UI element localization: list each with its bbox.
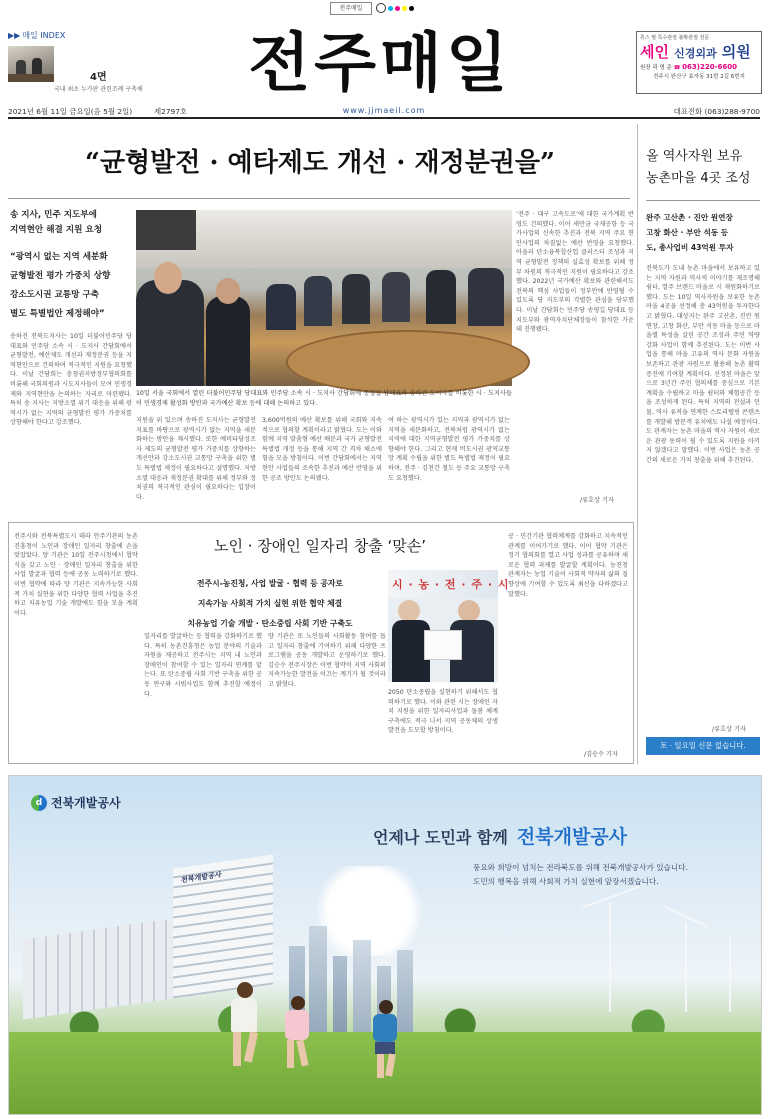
second-sub-3: 치유농업 기술 개발 · 탄소중립 사회 기반 구축도 bbox=[187, 619, 353, 628]
side-headline-2: 농촌마을 4곳 조성 bbox=[646, 171, 751, 186]
phone-icon: ☎ bbox=[673, 65, 681, 71]
clinic-address: 전주시 완산구 효자동 31번 2길 6번지 bbox=[653, 74, 745, 80]
main-sub-3: 강소도시권 교통망 구축 bbox=[10, 290, 99, 300]
main-sub-4: 별도 특별법안 제정해야” bbox=[10, 309, 105, 319]
main-sub-2: 균형발전 평가 가중치 상향 bbox=[10, 271, 111, 281]
second-body-col-4: 2050 탄소중립을 실현하기 위해서도 협력하기로 했다. 이와 관련 시는 장애인 자치 지원을 위한 일자리사업과 돌봄 체계 구축에도 적극 나서 지역 공동체의 상생 발전을 도모할 방침이다. bbox=[388, 689, 498, 735]
ad-headline-brand: 전북개발공사 bbox=[516, 826, 628, 848]
ad-line-2: 도민의 행복을 위해 사회적 가치 실현에 앞장서겠습니다. bbox=[473, 877, 659, 886]
index-page[interactable]: 4면 bbox=[90, 72, 107, 83]
wind-turbine-icon bbox=[685, 922, 687, 1012]
side-divider bbox=[637, 124, 638, 764]
issue-number: 제2797호 bbox=[154, 107, 188, 116]
website-link[interactable]: www.jjmaeil.com bbox=[342, 106, 426, 115]
cyan-dot-icon bbox=[388, 6, 393, 11]
photo-banner-text: 시 · 농 · 전 · 주 · 시 bbox=[392, 578, 510, 591]
main-photo-caption: 10일 서울 국회에서 열린 더불어민주당 당대표와 민주당 소속 시 · 도지사 간담회에 송영길 당대표와 송하진 도지사를 비롯한 시 · 도지사들이 민생경제 활성화 방안과 국가예산 확보 등에 대해 논의하고 있다. bbox=[136, 390, 512, 407]
magenta-dot-icon bbox=[395, 6, 400, 11]
second-body-col-3: 양 기관은 또 노인들의 사회활동 참여를 돕고 일자리 창출에 기여하기 위해 다양한 프로그램을 공동 개발하고 운영하기로 했다. 김승수 전주시장은 이번 협약이 지역 사회의 지속가능한 발전을 이끄는 계기가 될 것이라고 밝혔다. bbox=[268, 633, 386, 688]
main-body-col-2: 지원을 위 있으며 송하진 도지사는 균형발전 지표를 바탕으로 광역시가 없는 지역을 세분화하는 방안을 제시했다. 또한 예비타당성조사 제도의 균형발전 평가 가중치를 상향하는 개선안과 강소도시권 교통망 구축을 위한 별도 특별법 제정이 필요하다고 설명했다. 지방소멸 대응과 재정분권 확대를 위해 정부와 정치권의 적극적인 관심이 필요하다는 입장이다. bbox=[136, 417, 256, 501]
building-sign: 전북개발공사 bbox=[181, 870, 222, 885]
second-byline: /김승수 기자 bbox=[584, 751, 618, 758]
second-headline[interactable]: 노인 · 장애인 일자리 창출 ‘맞손’ bbox=[213, 537, 427, 555]
registration-stamp: 전주매일 bbox=[330, 2, 372, 15]
ad-line-1: 풍요와 희망이 넘치는 전라북도를 위해 전북개발공사가 있습니다. bbox=[473, 863, 688, 872]
second-body-col-2: 일자리를 발굴하는 등 협력을 강화하기로 했다. 특히 농촌진흥청은 농업 분야의 기술과 자원을 제공하고 전주시는 지역 내 노인과 장애인이 참여할 수 있는 일자리 연계를 맡는다. 또 탄소중립 사회 기반 구축을 위한 공동 연구와 시범사업도 함께 추진할 예정이다. bbox=[144, 633, 262, 698]
side-headline-rule bbox=[646, 200, 760, 201]
yellow-dot-icon bbox=[402, 6, 407, 11]
clinic-name: 세인 bbox=[640, 43, 669, 61]
index-desc: 국내 최초 누가판 관련조례 구축해 bbox=[54, 86, 143, 93]
color-registration-marks bbox=[376, 3, 414, 13]
clinic-tail: 의원 bbox=[721, 43, 751, 61]
ad-logo-text: 전북개발공사 bbox=[51, 796, 121, 810]
second-subheads bbox=[150, 574, 390, 634]
ad-headline-pre: 언제나 도민과 함께 bbox=[373, 828, 508, 847]
main-headline-rule bbox=[8, 198, 630, 199]
main-kicker bbox=[10, 208, 128, 238]
main-body-col-3: 3,600억원의 예산 확보를 위해 국회와 지속적으로 협의할 계획이라고 밝혔다. 도는 이와 함께 지역 맞춤형 예산 배분과 국가 균형발전 특별법 개정 등을 통해 지역 간 격차 해소에 힘을 모을 방침이다. 이번 간담회에서는 지역 현안 사업들의 조속한 추진과 예산 반영을 위한 공조 방안도 논의됐다. bbox=[262, 417, 382, 482]
side-body: 전북도가 도내 농촌 마을에서 보유하고 있는 지역 자원과 역사적 이야기를 재조명해 쉼터, 열주 브랜드 마을로 시 재원화하기로 했다. 도는 10일 역사자원을 보유한 농촌 마을 4곳을 선정해 총 43억원을 투자한다고 밝혔다. 대상지는 완주 고산촌, 진안 원연장, 고창 화산, 부안 석동 마을 등으로 마을별 특성을 살린 공간 조성과 주민 역량 강화 사업이 함께 추진된다. 도는 이번 사업을 통해 마을 고유의 역사 문화 자원을 보존하고 관광 자원으로 활용해 농촌 활력 증진에 기여할 계획이다. 선정된 마을은 앞으로 3년간 주민 협의체를 중심으로 기본계획을 수립하고 마을 쉼터와 체험공간 등을 조성하게 된다. 특히 지역의 전설과 인물, 역사 유적을 연계한 스토리텔링 콘텐츠를 개발해 방문객 유치에도 나설 예정이다. 도 관계자는 농촌 마을의 역사 자원이 새로운 관광 동력이 될 수 있도록 지원을 아끼지 않겠다고 말했다. 이번 사업은 농촌 공간의 새로운 가치 창출을 위해 추진된다. bbox=[646, 265, 760, 464]
clinic-director: 원장 곽 명 준 bbox=[640, 65, 672, 71]
clinic-tagline: 휴스 필 특수관절 불확관절 전문 bbox=[640, 35, 710, 41]
side-headline[interactable] bbox=[646, 146, 762, 190]
side-kicker-1: 완주 고산촌 · 진안 원연장 bbox=[646, 213, 733, 222]
black-dot-icon bbox=[409, 6, 414, 11]
main-subheads bbox=[10, 248, 130, 324]
main-story-photo[interactable] bbox=[136, 210, 512, 386]
second-body-col-5: 공 · 민간기관 협력체계를 강화하고 지속적인 관계를 이어가기로 했다. 이어 협약 기관은 정기 협의회를 열고 사업 성과를 공유하며 새로운 협력 과제를 발굴할 계획이다. 농진청 관계자는 농업 기술이 사회적 약자의 삶의 질 향상에 기여할 수 있도록 최선을 다하겠다고 말했다. bbox=[508, 533, 628, 598]
clinic-tel: 063)220-6600 bbox=[682, 63, 737, 71]
no-paper-notice: 토 · 일요일 신문 없습니다. bbox=[646, 737, 760, 755]
clinic-ad[interactable] bbox=[636, 31, 762, 94]
main-byline: /류호상 기자 bbox=[580, 497, 614, 504]
side-headline-1: 올 역사자원 보유 bbox=[646, 149, 743, 164]
second-sub-1: 전주시-농진청, 사업 발굴 · 협력 등 공자로 bbox=[197, 579, 343, 588]
double-arrow-icon: ▶▶ bbox=[8, 31, 21, 40]
index-label: ▶▶ 매일 INDEX bbox=[8, 31, 66, 40]
main-headline[interactable]: “균형발전 · 예타제도 개선 · 재정분권을” bbox=[84, 148, 555, 178]
clinic-suffix: 신경외과 bbox=[674, 47, 717, 60]
crosshair-icon bbox=[376, 3, 386, 13]
main-body-col-1: 송하진 전북도지사는 10일 더불어민주당 당대표와 민주당 소속 시 · 도지사 간담회에서 균형발전, 예산제도 개선과 재정분권 등을 지역현안으로 건의하며 적극적인 지원을 요청했다. 이날 간담회는 충청권지방정부협의회를 비롯해 국회의원과 시도지사들이 모여 민생경제와 지역현안을 논의하는 자리로 마련됐다. 특히 송 지사는 지방소멸 위기 대응을 위해 광역시가 없는 지역의 균형발전 평가 가중치를 상향해야 한다고 강조했다. bbox=[10, 333, 132, 427]
children-running bbox=[219, 982, 419, 1102]
masthead-rule bbox=[8, 117, 760, 119]
jd-logo-icon: d bbox=[31, 795, 47, 811]
side-kicker-3: 도, 총사업비 43억원 투자 bbox=[646, 243, 734, 252]
main-sub-1: “광역시 없는 지역 세분화 bbox=[10, 252, 108, 262]
newspaper-title: 전주매일 bbox=[248, 27, 512, 101]
side-kicker bbox=[646, 210, 764, 255]
index-box bbox=[8, 30, 143, 98]
date-line: 2021년 6월 11일 금요일(음 5월 2일) bbox=[8, 107, 133, 116]
side-byline: /류호상 기자 bbox=[712, 726, 746, 733]
main-kicker-2: 지역현안 해결 지원 요청 bbox=[10, 225, 102, 235]
second-body-col-1: 전주시와 전북특별도시 데라 안주기관의 농촌진흥청이 노인과 장애인 일자리 창출에 손을 맞잡았다. 양 기관은 10일 전주시청에서 협약식을 갖고 노인 · 장애인 일자리 창출을 위한 사업 발굴과 협력 등에 공동 노력하기로 했다. 이번 협약에 따라 양 기관은 지속가능한 사회적 가치 실현을 위한 다양한 협력 사업을 추진하고 치유농업 기술 개발에도 힘을 모을 계획이다. bbox=[14, 533, 138, 617]
jeonbuk-development-ad[interactable] bbox=[8, 775, 762, 1115]
main-kicker-1: 송 지사, 민주 지도부에 bbox=[10, 210, 97, 220]
main-body-col-5: ‘전주 · 대구 고속도로’에 대한 국가계획 반영도 건의했다. 이어 새만금 국제공항 등 국가사업의 신속한 추진과 전북 지역 주요 현안사업의 차질없는 예산 반영을 요청했다. 아울러 탄소융복합산업 클러스터 조성과 지역 균형발전 정책의 실효성 확보를 위해 정부 차원의 적극적인 지원이 필요하다고 강조했다. 2022년 국가예산 확보와 관련해서도 전북의 핵심 사업들이 정부안에 반영될 수 있도록 당 지도부의 각별한 관심을 당부했다. 이날 간담회는 민주당 송영길 당대표 등 지도부와 광역자치단체장들이 참석한 가운데 진행됐다. bbox=[516, 211, 634, 334]
main-body-col-4: 여 하는 광역시가 있는 지역과 광역시가 없는 지역을 세분화하고, 전북처럼 광역시가 없는 지역에 대한 지역균형발전 평가 가중치를 상향해야 한다. 그리고 현재 비도시권 광역교통망 계획 수립을 위한 별도 특별법 제정이 필요하며, 전주 · 김천간 철도 등 주요 교통망 구축도 요청했다. bbox=[388, 417, 510, 482]
second-sub-2: 지속가능 사회적 가치 실현 위한 협약 체결 bbox=[197, 599, 343, 608]
index-photo[interactable] bbox=[8, 46, 54, 82]
wind-turbine-icon bbox=[609, 902, 611, 1012]
side-kicker-2: 고창 화산 · 부안 석동 등 bbox=[646, 228, 729, 237]
wind-turbine-icon bbox=[729, 936, 731, 1012]
agreement-photo[interactable] bbox=[388, 570, 510, 682]
main-phone: 대표전화 (063)288-9700 bbox=[673, 107, 760, 116]
